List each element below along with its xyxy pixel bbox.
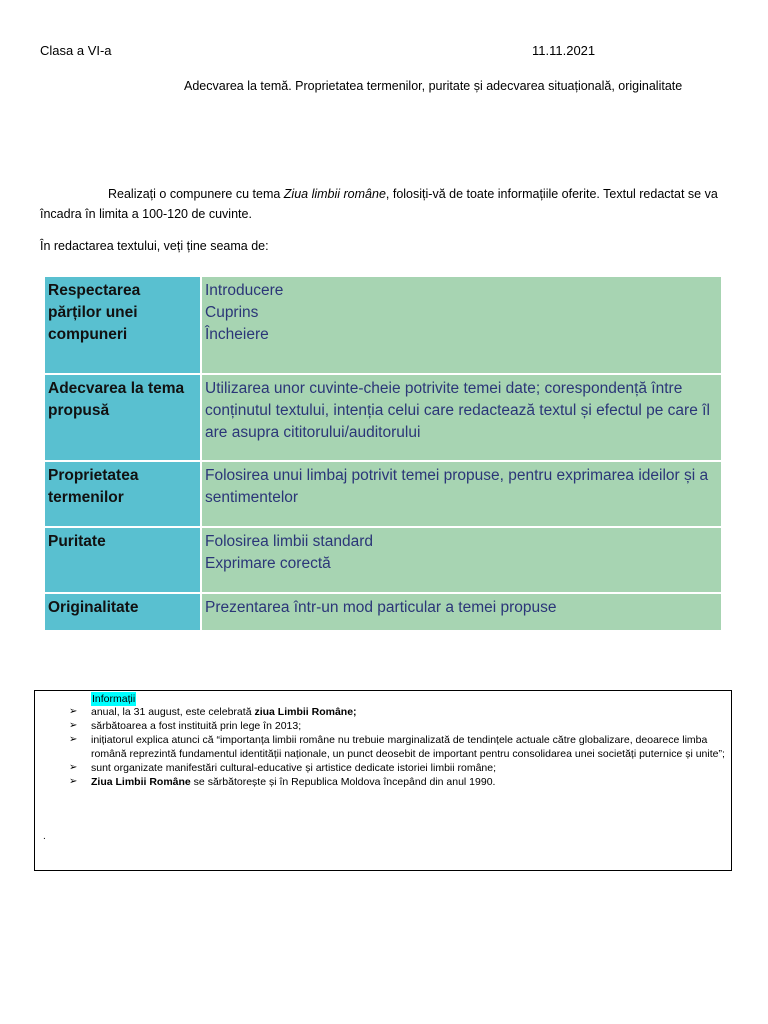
criterion-line: Folosirea limbii standard <box>205 533 373 550</box>
info-text: sunt organizate manifestări cultural-educative și artistice dedicate istoriei limbii române; <box>91 762 497 774</box>
info-list <box>35 705 727 789</box>
info-bold-text: Ziua Limbii Române <box>91 776 191 788</box>
criterion-description <box>201 277 721 374</box>
criteria-table <box>45 277 721 632</box>
arrow-bullet-icon: ➢ <box>69 776 78 787</box>
criterion-line: Introducere <box>205 282 284 299</box>
list-item <box>35 775 727 789</box>
task-text-part2: , folosiți-vă de toate informațiile oferite. Textul redactat se va încadra în limita a 100-120 de cuvinte. <box>40 187 718 221</box>
trailing-dot: . <box>43 831 46 842</box>
table-row <box>45 593 721 631</box>
table-row <box>45 277 721 374</box>
info-text: anual, la 31 august, este celebrată <box>91 706 255 718</box>
criterion-name: Proprietatea termenilor <box>45 461 201 527</box>
arrow-bullet-icon: ➢ <box>69 762 78 773</box>
criterion-line: Încheiere <box>205 326 269 343</box>
criterion-line: Utilizarea unor cuvinte-cheie potrivite temei date; corespondență între conținutul textului, intenția celui care redactează textul și efectul pe care îl are asupra cititorului/auditorului <box>205 380 710 441</box>
info-label: Informații <box>92 693 136 705</box>
criterion-line: Exprimare corectă <box>205 555 331 572</box>
class-label: Clasa a VI-a <box>40 43 112 58</box>
criterion-name: Originalitate <box>45 593 201 631</box>
task-theme: Ziua limbii române <box>283 187 386 201</box>
criterion-name: Puritate <box>45 527 201 593</box>
criterion-description <box>201 527 721 593</box>
criterion-name: Adecvarea la tema propusă <box>45 374 201 461</box>
criterion-line: Folosirea unui limbaj potrivit temei propuse, pentru exprimarea ideilor și a sentimentelor <box>205 467 709 506</box>
criterion-line: Cuprins <box>205 304 259 321</box>
criterion-description <box>201 461 721 527</box>
table-row <box>45 461 721 527</box>
list-item <box>35 761 727 775</box>
arrow-bullet-icon: ➢ <box>69 720 78 731</box>
table-row <box>45 374 721 461</box>
task-paragraph <box>40 184 730 224</box>
list-item <box>35 733 727 761</box>
date-label: 11.11.2021 <box>532 43 596 58</box>
info-text: inițiatorul explica atunci că “importanța limbii române nu trebuie marginalizată de tendințele actuale către globalizare, deoarece limba română reprezintă fundamentul identității naționale, un punct deosebit de important pentru consolidarea unei societăți puternice și unite”; <box>91 734 725 760</box>
criterion-name: Respectarea părților unei compuneri <box>45 277 201 374</box>
table-row <box>45 527 721 593</box>
lesson-title: Adecvarea la temă. Proprietatea termenilor, puritate și adecvarea situațională, originalitate <box>184 79 683 93</box>
arrow-bullet-icon: ➢ <box>69 734 78 745</box>
criterion-description <box>201 593 721 631</box>
criterion-description <box>201 374 721 461</box>
arrow-bullet-icon: ➢ <box>69 706 78 717</box>
criterion-line: Prezentarea într-un mod particular a temei propuse <box>205 599 557 616</box>
list-item <box>35 705 727 719</box>
info-box <box>34 690 732 871</box>
info-text: sărbătoarea a fost instituită prin lege în 2013; <box>91 720 302 732</box>
list-item <box>35 719 727 733</box>
criteria-intro: În redactarea textului, veți ține seama de: <box>40 239 269 253</box>
info-text: se sărbătorește și în Republica Moldova începând din anul 1990. <box>190 776 496 788</box>
info-bold-text: ziua Limbii Române; <box>254 706 357 718</box>
task-text-part1: Realizați o compunere cu tema <box>108 187 284 201</box>
